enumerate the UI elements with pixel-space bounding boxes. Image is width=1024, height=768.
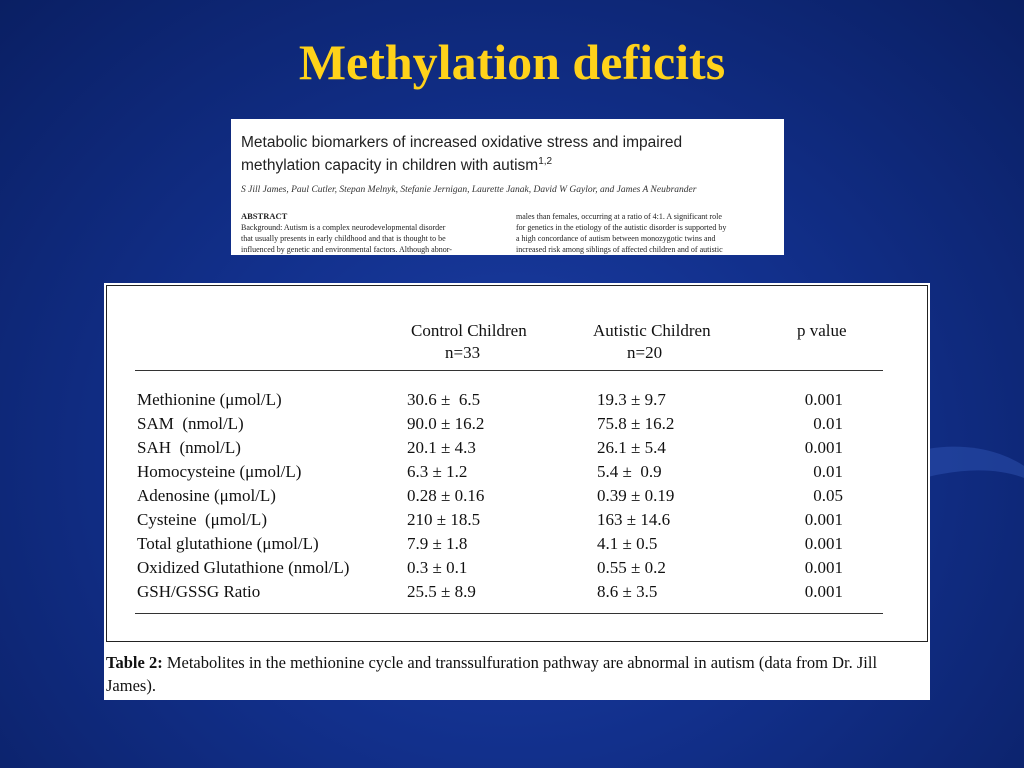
table-cell-control: 20.1 ± 4.3 (407, 438, 476, 457)
table-caption (106, 651, 928, 697)
table-cell-autistic: 4.1 ± 0.5 (597, 534, 658, 553)
table-cell-autistic: 163 ± 14.6 (597, 510, 671, 529)
table-cell-p: 0.001 (804, 582, 843, 601)
abstract-right-line: for genetics in the etiology of the autistic disorder is supported by (516, 223, 727, 232)
table-cell-autistic: 0.55 ± 0.2 (597, 558, 666, 577)
header-control (411, 320, 527, 364)
table-cell-label: Methionine (μmol/L) (137, 390, 282, 409)
table-cell-label: Total glutathione (μmol/L) (137, 534, 319, 553)
table-cell-control: 30.6 ± 6.5 (407, 390, 481, 409)
header-autistic (593, 320, 711, 364)
abstract-left-line: that usually presents in early childhood and that is thought to be (241, 234, 446, 243)
data-table (106, 285, 928, 642)
table-cell-label: Adenosine (μmol/L) (137, 486, 276, 505)
paper-title-footnote: 1,2 (538, 156, 553, 167)
table-cell-autistic: 8.6 ± 3.5 (597, 582, 658, 601)
abstract-left-column (241, 211, 503, 255)
abstract-left-line: Background: Autism is a complex neurodevelopmental disorder (241, 223, 446, 232)
header-control-label: Control Children (411, 321, 527, 340)
header-autistic-n: n=20 (627, 343, 663, 362)
abstract-right-line: males than females, occurring at a ratio of 4:1. A significant role (516, 212, 722, 221)
paper-authors: S Jill James, Paul Cutler, Stepan Melnyk, Stefanie Jernigan, Laurette Janak, David W Gaylor, and James A Neubrander (241, 185, 697, 195)
table-cell-control: 7.9 ± 1.8 (407, 534, 468, 553)
abstract-left-line: influenced by genetic and environmental factors. Although abnor- (241, 245, 452, 254)
table-cell-control: 0.28 ± 0.16 (407, 486, 485, 505)
table-cell-label: Oxidized Glutathione (nmol/L) (137, 558, 350, 577)
header-p-value-label: p value (797, 321, 847, 340)
table-cell-control: 0.3 ± 0.1 (407, 558, 468, 577)
abstract-right-line: increased risk among siblings of affected children and of autistic (516, 245, 723, 254)
table-cell-p: 0.001 (804, 534, 843, 553)
table-rule-top (135, 370, 883, 371)
table-cell-p: 0.01 (813, 414, 843, 433)
table-cell-p: 0.001 (804, 390, 843, 409)
table-cell-autistic: 5.4 ± 0.9 (597, 462, 662, 481)
table-rule-bottom (135, 613, 883, 614)
table-cell-autistic: 75.8 ± 16.2 (597, 414, 675, 433)
table-cell-label: GSH/GSSG Ratio (137, 582, 261, 601)
table-cell-p: 0.001 (804, 558, 843, 577)
table-cell-control: 210 ± 18.5 (407, 510, 481, 529)
table-cell-control: 25.5 ± 8.9 (407, 582, 476, 601)
table-cell-label: Homocysteine (μmol/L) (137, 462, 302, 481)
table-cell-autistic: 0.39 ± 0.19 (597, 486, 675, 505)
table-cell-label: SAH (nmol/L) (137, 438, 241, 457)
table-cell-control: 90.0 ± 16.2 (407, 414, 485, 433)
abstract-right-column (516, 211, 778, 255)
table-cell-autistic: 26.1 ± 5.4 (597, 438, 666, 457)
table-panel (104, 283, 930, 700)
header-p-value (797, 320, 847, 342)
caption-text: Metabolites in the methionine cycle and transsulfuration pathway are abnormal in autism (data from Dr. Jill James). (106, 653, 878, 695)
table-cell-p: 0.001 (804, 438, 843, 457)
paper-title-line1: Metabolic biomarkers of increased oxidative stress and impaired (241, 134, 683, 151)
table-cell-label: SAM (nmol/L) (137, 414, 244, 433)
slide-title: Methylation deficits (298, 34, 726, 90)
header-autistic-label: Autistic Children (593, 321, 711, 340)
header-control-n: n=33 (445, 343, 481, 362)
table-cell-autistic: 19.3 ± 9.7 (597, 390, 666, 409)
table-cell-control: 6.3 ± 1.2 (407, 462, 468, 481)
table-cell-p: 0.05 (813, 486, 843, 505)
table-cell-label: Cysteine (μmol/L) (137, 510, 267, 529)
table-cell-p: 0.001 (804, 510, 843, 529)
table-cell-p: 0.01 (813, 462, 843, 481)
caption-label: Table 2: (106, 653, 163, 672)
paper-excerpt-image (231, 119, 784, 255)
abstract-right-line: a high concordance of autism between monozygotic twins and (516, 234, 716, 243)
abstract-heading: ABSTRACT (241, 211, 288, 221)
paper-title-line2: methylation capacity in children with autism (241, 157, 539, 175)
paper-title (241, 133, 781, 175)
